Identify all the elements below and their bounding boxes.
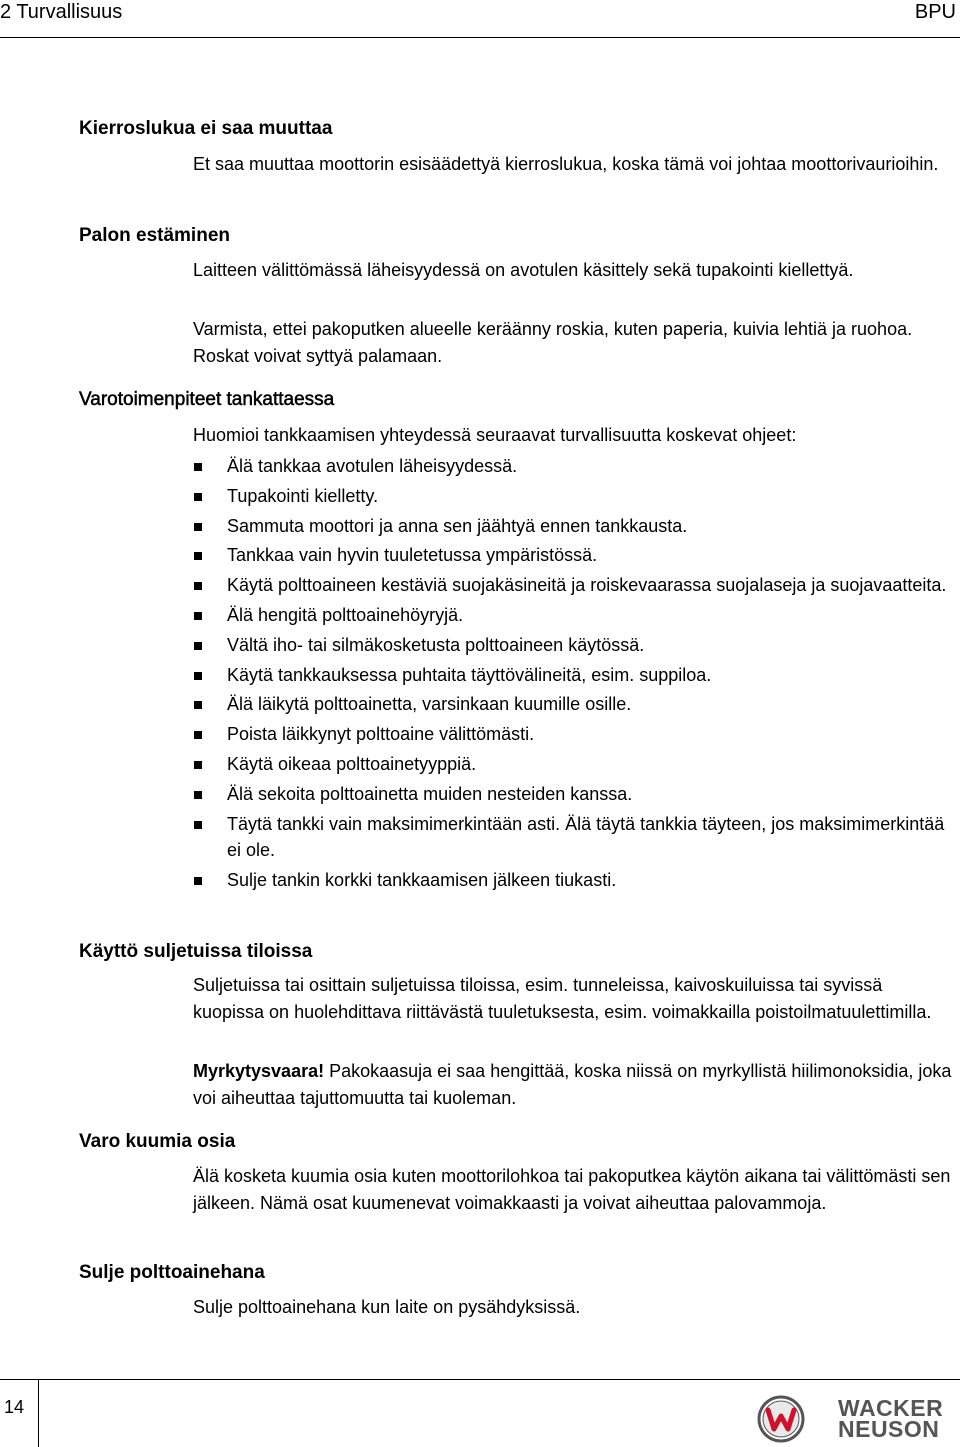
brand-line-2: NEUSON [838, 1416, 940, 1442]
section-title-fuelcock: Sulje polttoainehana [79, 1262, 265, 1283]
footer-divider [38, 1379, 39, 1447]
list-item: Täytä tankki vain maksimimerkintään asti. Älä täytä tankkia täyteen, jos maksimimerkintää ei ole. [193, 811, 958, 864]
section-title-refuel: Varotoimenpiteet tankattaessa [79, 389, 335, 410]
section-text-hot: Älä kosketa kuumia osia kuten moottorilohkoa tai pakoputkea käytön aikana tai välittömästi sen jälkeen. Nämä osat kuumenevat voimakkaasti ja voivat aiheuttaa palovammoja. [193, 1166, 951, 1213]
list-item: Älä läikytä polttoainetta, varsinkaan kuumille osille. [193, 691, 958, 718]
bullet-square-icon [194, 821, 202, 829]
brand-line-1: WACKER [838, 1395, 944, 1421]
header-rule [0, 37, 960, 38]
list-item: Sammuta moottori ja anna sen jäähtyä ennen tankkausta. [193, 513, 958, 540]
refuel-bullet-list [193, 453, 958, 897]
list-item: Käytä tankkauksessa puhtaita täyttövälineitä, esim. suppiloa. [193, 662, 958, 689]
bullet-square-icon [194, 493, 202, 501]
page-header [0, 0, 960, 38]
poison-warning-label: Myrkytysvaara! [193, 1061, 325, 1081]
section-title-rpm: Kierroslukua ei saa muuttaa [79, 118, 333, 139]
footer-rule [0, 1379, 960, 1380]
section-text-fuelcock: Sulje polttoainehana kun laite on pysähdyksissä. [193, 1297, 581, 1317]
section-title-enclosed: Käyttö suljetuissa tiloissa [79, 941, 313, 962]
bullet-square-icon [194, 672, 202, 680]
list-item: Älä tankkaa avotulen läheisyydessä. [193, 453, 958, 480]
section-title-hot: Varo kuumia osia [79, 1131, 236, 1152]
bullet-square-icon [194, 552, 202, 560]
list-item: Tupakointi kielletty. [193, 483, 958, 510]
section-title-fire: Palon estäminen [79, 225, 230, 246]
refuel-intro: Huomioi tankkaamisen yhteydessä seuraavat turvallisuutta koskevat ohjeet: [193, 425, 797, 445]
list-item: Poista läikkynyt polttoaine välittömästi. [193, 721, 958, 748]
section-text-rpm: Et saa muuttaa moottorin esisäädettyä kierroslukua, koska tämä voi johtaa moottorivaurioihin. [193, 154, 939, 174]
list-item: Käytä polttoaineen kestäviä suojakäsineitä ja roiskevaarassa suojalaseja ja suojavaatteita. [193, 572, 958, 599]
bullet-square-icon [194, 582, 202, 590]
wacker-neuson-logo-icon [757, 1395, 805, 1443]
list-item: Älä sekoita polttoainetta muiden nesteiden kanssa. [193, 781, 958, 808]
bullet-square-icon [194, 731, 202, 739]
product-name: BPU [914, 1, 956, 23]
list-item: Älä hengitä polttoainehöyryjä. [193, 602, 958, 629]
page-number: 14 [4, 1397, 25, 1417]
enclosed-warning [193, 1058, 955, 1111]
list-item: Vältä iho- tai silmäkosketusta polttoaineen käytössä. [193, 632, 958, 659]
fire-paragraph-1: Laitteen välittömässä läheisyydessä on avotulen käsittely sekä tupakointi kiellettyä. [193, 260, 854, 280]
bullet-square-icon [194, 701, 202, 709]
bullet-square-icon [194, 791, 202, 799]
list-item: Tankkaa vain hyvin tuuletetussa ympäristössä. [193, 542, 958, 569]
list-item: Käytä oikeaa polttoainetyyppiä. [193, 751, 958, 778]
list-item: Sulje tankin korkki tankkaamisen jälkeen tiukasti. [193, 867, 958, 894]
bullet-square-icon [194, 463, 202, 471]
bullet-square-icon [194, 642, 202, 650]
bullet-square-icon [194, 877, 202, 885]
bullet-square-icon [194, 761, 202, 769]
chapter-title: 2 Turvallisuus [0, 1, 123, 23]
bullet-square-icon [194, 523, 202, 531]
enclosed-paragraph-1: Suljetuissa tai osittain suljetuissa tiloissa, esim. tunneleissa, kaivoskuiluissa tai syvissä kuopissa on huolehdittava riittävästä tuuletuksesta, esim. voimakkailla poistoilmatuulettimilla. [193, 975, 932, 1022]
brand-wordmark [838, 1395, 944, 1442]
bullet-square-icon [194, 612, 202, 620]
poison-warning-text: Pakokaasuja ei saa hengittää, koska niissä on myrkyllistä hiilimonoksidia, joka voi aiheuttaa tajuttomuutta tai kuoleman. [193, 1061, 952, 1108]
fire-paragraph-2: Varmista, ettei pakoputken alueelle keräänny roskia, kuten paperia, kuivia lehtiä ja ruohoa. Roskat voivat syttyä palamaan. [193, 319, 913, 366]
